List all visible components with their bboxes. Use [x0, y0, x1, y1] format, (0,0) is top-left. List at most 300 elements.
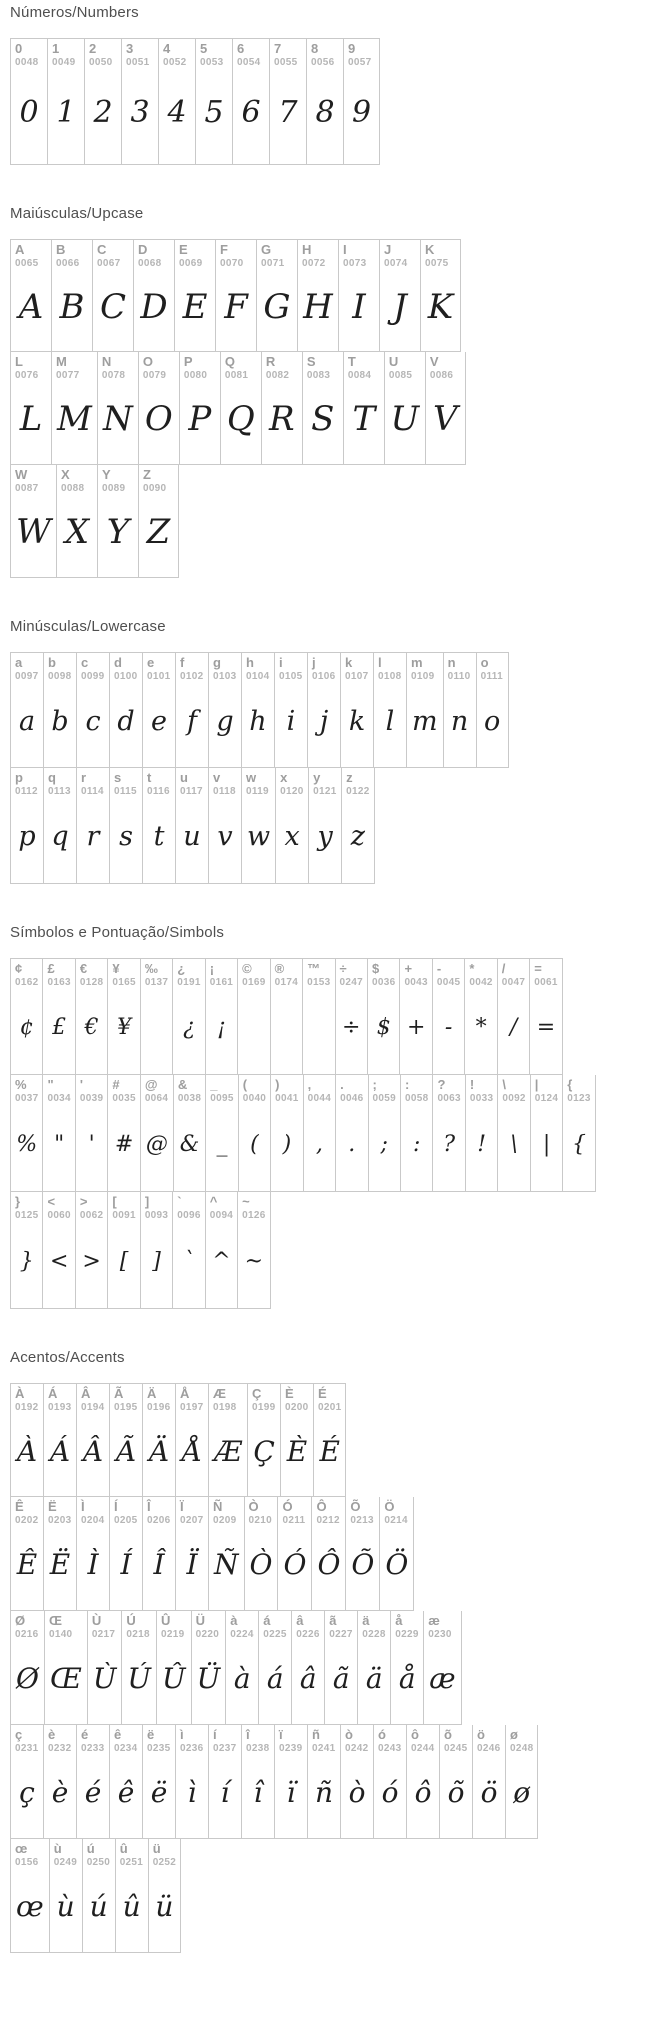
cell-unicode-code: 0226 — [296, 1628, 320, 1640]
glyph-cell — [232, 38, 269, 165]
cell-head — [174, 1075, 205, 1105]
glyph-cell — [368, 1075, 400, 1192]
cell-head — [175, 240, 215, 270]
cell-head — [341, 1725, 373, 1755]
cell-character: Ñ — [213, 1499, 223, 1514]
cell-unicode-code: 0100 — [114, 670, 138, 682]
cell-character: 9 — [348, 41, 356, 56]
cell-head — [245, 1497, 278, 1527]
cell-unicode-code: 0092 — [502, 1092, 526, 1104]
glyph-cell — [179, 352, 220, 465]
glyph-table — [10, 652, 661, 884]
cell-unicode-code: 0066 — [56, 257, 80, 269]
cell-unicode-code: 0191 — [177, 976, 201, 988]
cell-unicode-code: 0085 — [388, 369, 413, 381]
cell-character: Ë — [48, 1499, 57, 1514]
cell-unicode-code: 0064 — [144, 1092, 169, 1104]
cell-unicode-code: 0124 — [534, 1092, 559, 1104]
cell-glyph-preview: ì — [187, 1776, 197, 1810]
glyph-cell — [208, 1497, 244, 1611]
glyph-cell — [379, 1497, 414, 1611]
cell-character: D — [138, 242, 148, 257]
cell-head — [11, 1497, 43, 1527]
cell-character: 3 — [126, 41, 134, 56]
cell-unicode-code: 0201 — [318, 1401, 342, 1413]
glyph-cell — [472, 1725, 505, 1839]
cell-unicode-code: 0210 — [248, 1514, 272, 1526]
cell-glyph-preview: K — [427, 286, 454, 327]
cell-unicode-code: 0034 — [47, 1092, 71, 1104]
cell-character: N — [101, 354, 112, 369]
glyph-cell — [76, 768, 109, 884]
cell-unicode-code: 0248 — [510, 1742, 534, 1754]
cell-head — [276, 768, 308, 798]
cell-unicode-code: 0081 — [224, 369, 249, 381]
cell-character: - — [436, 961, 442, 976]
glyph-cell — [175, 1497, 208, 1611]
cell-glyph-preview: Ì — [87, 1548, 99, 1582]
cell-glyph-preview: Ò — [249, 1548, 273, 1582]
glyph-cell — [49, 1839, 82, 1953]
cell-head — [98, 352, 138, 382]
glyph-cell — [256, 239, 297, 352]
glyph-cell — [425, 352, 466, 465]
cell-character: Ä — [147, 1386, 157, 1401]
cell-head — [206, 959, 237, 989]
cell-head — [176, 653, 208, 683]
cell-head — [209, 1725, 241, 1755]
cell-glyph-preview: = — [536, 1015, 556, 1041]
cell-head — [226, 1611, 258, 1641]
cell-character: ? — [437, 1077, 446, 1092]
cell-head — [304, 1075, 335, 1105]
cell-unicode-code: 0220 — [195, 1628, 220, 1640]
cell-unicode-code: 0239 — [279, 1742, 303, 1754]
cell-head — [77, 1384, 109, 1414]
glyph-cell — [208, 768, 241, 884]
cell-unicode-code: 0067 — [97, 257, 121, 269]
cell-glyph-preview: ù — [56, 1890, 75, 1924]
cell-glyph-preview: / — [509, 1015, 518, 1041]
glyph-cell — [10, 1192, 42, 1309]
cell-character: À — [15, 1386, 25, 1401]
glyph-cell — [10, 38, 47, 165]
glyph-cell — [109, 1725, 142, 1839]
glyph-cell — [340, 1725, 373, 1839]
glyph-cell — [270, 1075, 302, 1192]
cell-head — [76, 959, 107, 989]
cell-glyph-preview: m — [412, 705, 438, 737]
cell-character: ë — [147, 1727, 155, 1742]
glyph-cell — [505, 1725, 538, 1839]
glyph-cell — [97, 352, 138, 465]
cell-unicode-code: 0235 — [147, 1742, 171, 1754]
cell-glyph-preview: . — [348, 1131, 356, 1157]
cell-glyph-preview: £ — [52, 1015, 67, 1041]
glyph-cell — [303, 1075, 335, 1192]
glyph-cell — [138, 352, 179, 465]
cell-glyph-preview: ê — [117, 1776, 135, 1810]
cell-character: Û — [161, 1613, 171, 1628]
cell-character: ‰ — [144, 961, 158, 976]
glyph-cell — [237, 1192, 270, 1309]
glyph-cell — [261, 352, 302, 465]
cell-unicode-code: 0120 — [280, 785, 304, 797]
cell-character: ñ — [312, 1727, 320, 1742]
cell-glyph-preview: œ — [16, 1890, 44, 1924]
cell-unicode-code: 0076 — [15, 369, 39, 381]
cell-glyph-preview: V — [433, 399, 458, 440]
cell-head — [176, 1497, 208, 1527]
cell-character: > — [79, 1194, 88, 1209]
cell-unicode-code: 0082 — [265, 369, 290, 381]
glyph-cell — [476, 652, 509, 768]
cell-glyph-preview — [271, 989, 302, 1074]
cell-character: Í — [114, 1499, 118, 1514]
cell-head — [11, 1192, 42, 1222]
cell-unicode-code: 0238 — [246, 1742, 270, 1754]
cell-character: B — [56, 242, 66, 257]
cell-unicode-code: 0078 — [101, 369, 126, 381]
cell-head — [11, 465, 56, 495]
cell-glyph-preview: Ï — [186, 1548, 198, 1582]
glyph-cell — [220, 352, 261, 465]
cell-head — [271, 1075, 302, 1105]
cell-character: â — [296, 1613, 304, 1628]
cell-head — [108, 1192, 139, 1222]
cell-character: œ — [15, 1841, 28, 1856]
cell-glyph-preview: ö — [480, 1776, 498, 1810]
glyph-cell — [172, 958, 204, 1075]
cell-glyph-preview: " — [54, 1131, 65, 1157]
cell-unicode-code: 0109 — [411, 670, 435, 682]
cell-glyph-preview: Ö — [385, 1548, 409, 1582]
cell-head — [110, 1497, 142, 1527]
glyph-cell — [140, 1075, 173, 1192]
glyph-cell — [529, 958, 562, 1075]
cell-glyph-preview: ¡ — [217, 1015, 226, 1041]
glyph-cell — [115, 1839, 148, 1953]
cell-character: Ú — [126, 1613, 136, 1628]
cell-head — [257, 240, 297, 270]
glyph-cell — [43, 652, 76, 768]
cell-character: õ — [444, 1727, 452, 1742]
cell-character: o — [480, 655, 489, 670]
cell-glyph-preview: r — [86, 821, 100, 853]
cell-glyph-preview: @ — [145, 1131, 168, 1157]
cell-character: P — [183, 354, 193, 369]
cell-head — [116, 1839, 148, 1869]
cell-glyph-preview: W — [16, 512, 51, 553]
glyph-row — [10, 239, 661, 352]
cell-unicode-code: 0080 — [183, 369, 208, 381]
cell-character: / — [501, 961, 506, 976]
cell-head — [344, 352, 384, 382]
cell-unicode-code: 0245 — [444, 1742, 468, 1754]
cell-unicode-code: 0051 — [126, 56, 150, 68]
glyph-cell — [140, 958, 172, 1075]
cell-head — [242, 1725, 274, 1755]
cell-unicode-code: 0054 — [237, 56, 261, 68]
cell-unicode-code: 0084 — [347, 369, 372, 381]
glyph-cell — [274, 1725, 307, 1839]
glyph-cell — [432, 1075, 464, 1192]
cell-unicode-code: 0114 — [81, 785, 104, 797]
cell-head — [368, 959, 399, 989]
glyph-cell — [10, 1075, 42, 1192]
cell-head — [374, 1725, 406, 1755]
cell-character: Ã — [114, 1386, 124, 1401]
cell-character: 5 — [200, 41, 208, 56]
cell-unicode-code: 0232 — [48, 1742, 72, 1754]
glyph-cell — [76, 652, 109, 768]
glyph-cell — [92, 239, 133, 352]
cell-unicode-code: 0231 — [15, 1742, 39, 1754]
cell-glyph-preview: % — [16, 1131, 38, 1157]
glyph-cell — [148, 1839, 181, 1953]
cell-unicode-code: 0250 — [86, 1856, 111, 1868]
cell-unicode-code: 0043 — [404, 976, 428, 988]
glyph-cell — [384, 352, 425, 465]
cell-head — [339, 240, 379, 270]
cell-unicode-code: 0247 — [339, 976, 363, 988]
cell-unicode-code: 0212 — [316, 1514, 340, 1526]
cell-head — [209, 768, 241, 798]
cell-glyph-preview: U — [390, 399, 420, 440]
cell-character: Î — [147, 1499, 151, 1514]
cell-head — [444, 653, 476, 683]
cell-head — [159, 39, 195, 69]
cell-character: û — [119, 1841, 128, 1856]
glyph-cell — [10, 1383, 43, 1497]
glyph-cell — [109, 768, 142, 884]
cell-character: ~ — [242, 1194, 250, 1209]
cell-glyph-preview: # — [114, 1131, 134, 1157]
cell-glyph-preview: 4 — [167, 95, 187, 131]
glyph-cell — [43, 768, 76, 884]
cell-glyph-preview: ^ — [212, 1248, 231, 1274]
glyph-cell — [390, 1611, 423, 1725]
cell-character: ` — [177, 1194, 182, 1209]
cell-glyph-preview: \ — [510, 1131, 518, 1157]
cell-head — [242, 653, 274, 683]
cell-head — [11, 959, 42, 989]
cell-unicode-code: 0233 — [81, 1742, 105, 1754]
glyph-cell — [156, 1611, 191, 1725]
cell-character: Q — [224, 354, 235, 369]
cell-head — [380, 1497, 413, 1527]
cell-character: @ — [144, 1077, 158, 1092]
cell-character: O — [142, 354, 153, 369]
cell-character: \ — [502, 1077, 506, 1092]
glyph-cell — [75, 1075, 107, 1192]
cell-unicode-code: 0090 — [142, 482, 167, 494]
cell-glyph-preview: Ó — [283, 1548, 307, 1582]
cell-unicode-code: 0072 — [302, 257, 326, 269]
cell-unicode-code: 0119 — [246, 785, 269, 797]
cell-glyph-preview: ç — [19, 1776, 35, 1810]
cell-glyph-preview: ä — [365, 1662, 383, 1696]
glyph-row — [10, 1611, 661, 1725]
cell-unicode-code: 0037 — [15, 1092, 39, 1104]
cell-character: í — [213, 1727, 217, 1742]
glyph-cell — [341, 768, 374, 884]
cell-character: $ — [371, 961, 380, 976]
cell-character: Œ — [48, 1613, 62, 1628]
cell-unicode-code: 0252 — [152, 1856, 177, 1868]
cell-unicode-code: 0058 — [404, 1092, 429, 1104]
cell-unicode-code: 0073 — [343, 257, 367, 269]
glyph-cell — [443, 652, 476, 768]
cell-character: 4 — [163, 41, 171, 56]
cell-head — [466, 1075, 497, 1105]
cell-head — [433, 1075, 464, 1105]
cell-glyph-preview: Y — [106, 512, 130, 553]
cell-unicode-code: 0203 — [48, 1514, 72, 1526]
cell-head — [122, 1611, 156, 1641]
glyph-cell — [84, 38, 121, 165]
cell-head — [336, 1075, 367, 1105]
glyph-cell — [269, 38, 306, 165]
cell-glyph-preview: s — [119, 821, 133, 853]
cell-unicode-code: 0116 — [147, 785, 170, 797]
cell-head — [281, 1384, 313, 1414]
cell-glyph-preview: À — [16, 1434, 38, 1468]
cell-unicode-code: 0093 — [144, 1209, 169, 1221]
cell-unicode-code: 0207 — [180, 1514, 204, 1526]
cell-head — [11, 1075, 42, 1105]
cell-head — [83, 1839, 115, 1869]
cell-glyph-preview: 7 — [278, 95, 298, 131]
cell-head — [344, 39, 379, 69]
cell-character: < — [47, 1194, 56, 1209]
cell-character: L — [15, 354, 23, 369]
glyph-cell — [10, 768, 43, 884]
glyph-table — [10, 38, 661, 165]
cell-head — [52, 352, 97, 382]
cell-glyph-preview: ) — [282, 1131, 292, 1157]
cell-unicode-code: 0089 — [101, 482, 126, 494]
cell-character: c — [81, 655, 89, 670]
cell-head — [11, 1725, 43, 1755]
cell-unicode-code: 0033 — [469, 1092, 494, 1104]
glyph-cell — [44, 1611, 87, 1725]
glyph-cell — [10, 958, 42, 1075]
cell-head — [44, 768, 76, 798]
cell-unicode-code: 0123 — [567, 1092, 591, 1104]
cell-glyph-preview: î — [253, 1776, 263, 1810]
cell-head — [292, 1611, 324, 1641]
cell-glyph-preview: Õ — [351, 1548, 375, 1582]
cell-head — [473, 1725, 505, 1755]
cell-head — [209, 1497, 244, 1527]
cell-head — [43, 1192, 74, 1222]
cell-unicode-code: 0053 — [200, 56, 224, 68]
cell-head — [139, 465, 178, 495]
character-map — [10, 4, 661, 1953]
cell-head — [141, 1192, 172, 1222]
cell-glyph-preview: 3 — [130, 95, 150, 131]
cell-glyph-preview: N — [102, 399, 133, 440]
cell-unicode-code: 0243 — [378, 1742, 402, 1754]
cell-head — [407, 653, 443, 683]
cell-glyph-preview: ` — [183, 1248, 195, 1274]
cell-character: J — [384, 242, 392, 257]
cell-head — [325, 1611, 357, 1641]
cell-character: f — [180, 655, 185, 670]
glyph-cell — [277, 1497, 311, 1611]
cell-unicode-code: 0088 — [60, 482, 85, 494]
cell-character: q — [48, 770, 56, 785]
cell-head — [342, 768, 373, 798]
cell-glyph-preview: ü — [155, 1890, 174, 1924]
glyph-cell — [241, 1725, 274, 1839]
cell-head — [563, 1075, 594, 1105]
cell-unicode-code: 0246 — [477, 1742, 501, 1754]
cell-glyph-preview: M — [57, 399, 92, 440]
glyph-cell — [175, 652, 208, 768]
cell-glyph-preview: ] — [152, 1248, 161, 1274]
cell-glyph-preview: Ã — [115, 1434, 137, 1468]
cell-character: ¢ — [15, 961, 23, 976]
cell-head — [11, 39, 47, 69]
cell-character: v — [213, 770, 221, 785]
cell-character: ) — [275, 1077, 280, 1092]
cell-glyph-preview: _ — [216, 1131, 228, 1157]
cell-head — [44, 1497, 76, 1527]
cell-unicode-code: 0211 — [282, 1514, 306, 1526]
cell-head — [309, 768, 341, 798]
cell-glyph-preview: I — [352, 286, 366, 327]
cell-head — [11, 653, 43, 683]
cell-unicode-code: 0206 — [147, 1514, 171, 1526]
glyph-row — [10, 652, 661, 768]
cell-head — [530, 959, 561, 989]
glyph-cell — [205, 1075, 237, 1192]
section-title: Minúsculas/Lowercase — [10, 618, 166, 635]
cell-glyph-preview: é — [84, 1776, 102, 1810]
cell-character: u — [180, 770, 188, 785]
cell-character: , — [307, 1077, 312, 1092]
cell-glyph-preview: A — [18, 286, 44, 327]
cell-glyph-preview: 5 — [204, 95, 224, 131]
glyph-cell — [335, 1075, 367, 1192]
glyph-cell — [373, 1725, 406, 1839]
cell-character: { — [567, 1077, 573, 1092]
glyph-cell — [174, 239, 215, 352]
cell-head — [303, 352, 343, 382]
cell-head — [157, 1611, 191, 1641]
cell-glyph-preview: q — [51, 821, 69, 853]
cell-glyph-preview — [303, 989, 334, 1074]
cell-unicode-code: 0059 — [372, 1092, 396, 1104]
cell-character: Z — [142, 467, 151, 482]
cell-glyph-preview: & — [179, 1131, 200, 1157]
glyph-cell — [406, 1725, 439, 1839]
cell-unicode-code: 0105 — [279, 670, 303, 682]
glyph-cell — [158, 38, 195, 165]
cell-glyph-preview: D — [140, 286, 168, 327]
cell-character: ] — [144, 1194, 150, 1209]
cell-character: Æ — [213, 1386, 226, 1401]
cell-glyph-preview: Ü — [196, 1662, 221, 1696]
cell-head — [421, 240, 460, 270]
cell-unicode-code: 0036 — [371, 976, 396, 988]
cell-head — [336, 959, 367, 989]
cell-character: Ù — [91, 1613, 102, 1628]
cell-unicode-code: 0156 — [15, 1856, 39, 1868]
cell-character: ø — [510, 1727, 518, 1742]
